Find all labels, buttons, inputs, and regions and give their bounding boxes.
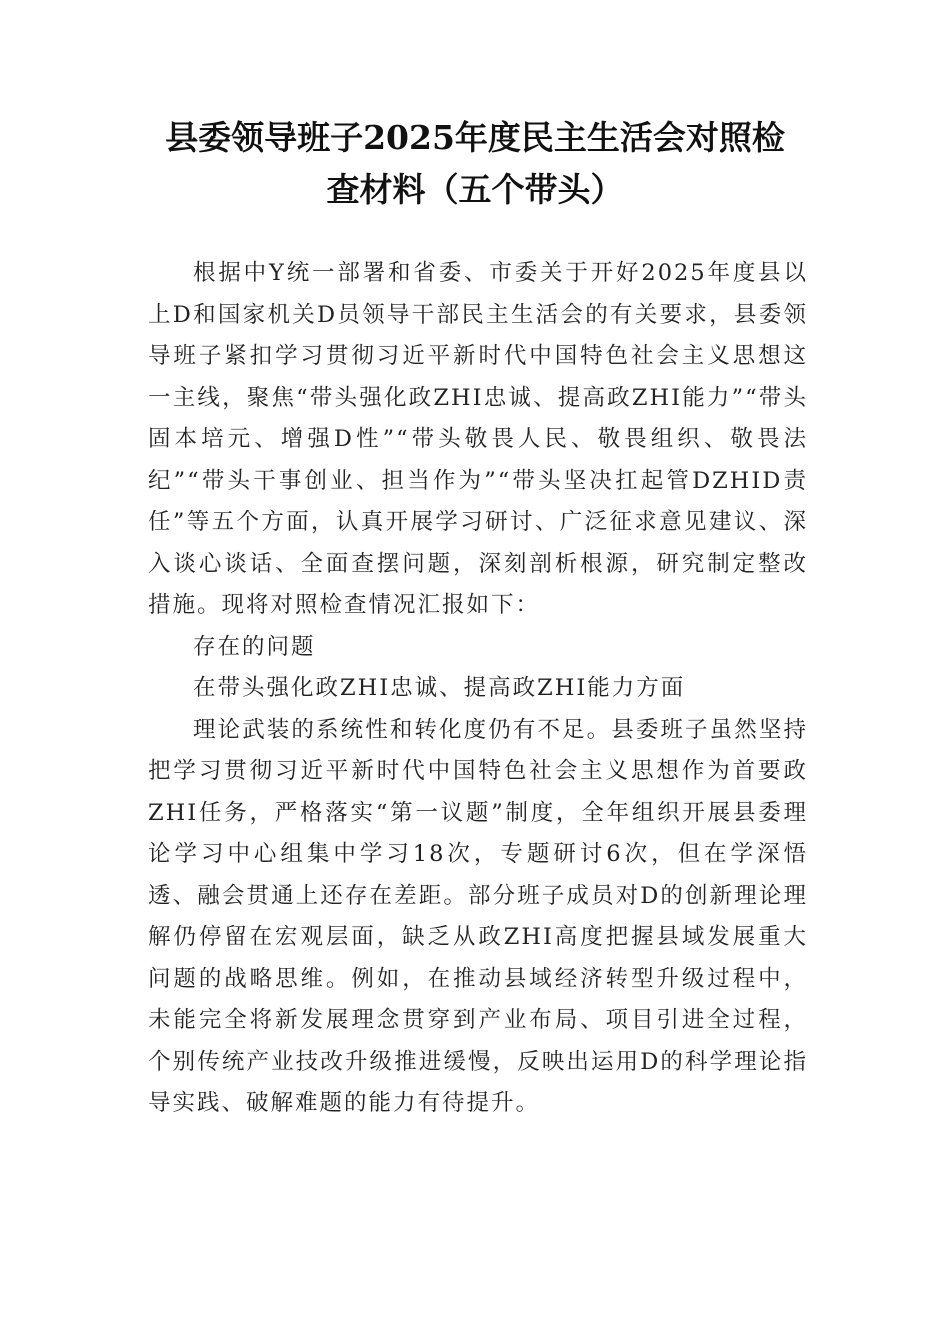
- point-lead: 理论武装的系统性和转化度仍有不足。: [193, 716, 612, 743]
- title-line-2: 查材料（五个带头）: [326, 170, 624, 209]
- section-heading: 存在的问题: [193, 633, 316, 660]
- subsection-heading: 在带头强化政ZHI忠诚、提高政ZHI能力方面: [193, 675, 686, 701]
- title-line-1: 县委领导班子2025年度民主生活会对照检: [165, 118, 785, 157]
- document-title: [130, 112, 820, 216]
- point-body: 县委班子虽然坚持把学习贯彻习近平新时代中国特色社会主义思想作为首要政ZHI任务，严格落实“第一议题”制度，全年组织开展县委理论学习中心组集中学习18次，专题研讨6次，但在学深悟透、融会贯通上还存在差距。部分班子成员对D的创新理论理解仍停留在宏观层面，缺乏从政ZHI高度把握县域发展重大问题的战略思维。例如，在推动县域经济转型升级过程中，未能完全将新发展理念贯穿到产业布局、项目引进全过程，个别传统产业技改升级推进缓慢，反映出运用D的科学理论指导实践、破解难题的能力有待提升。: [148, 716, 808, 1116]
- intro-paragraph: 根据中Y统一部署和省委、市委关于开好2025年度县以上D和国家机关D员领导干部民主生活会的有关要求，县委领导班子紧扣学习贯彻习近平新时代中国特色社会主义思想这一主线，聚焦“带头强化政ZHI忠诚、提高政ZHI能力”“带头固本培元、增强D性”“带头敬畏人民、敬畏组织、敬畏法纪”“带头干事创业、担当作为”“带头坚决扛起管DZHID责任”等五个方面，认真开展学习研讨、广泛征求意见建议、深入谈心谈话、全面查摆问题，深刻剖析根源，研究制定整改措施。现将对照检查情况汇报如下：: [148, 260, 808, 618]
- document-body: [148, 253, 808, 1125]
- point-paragraph: [148, 710, 808, 1125]
